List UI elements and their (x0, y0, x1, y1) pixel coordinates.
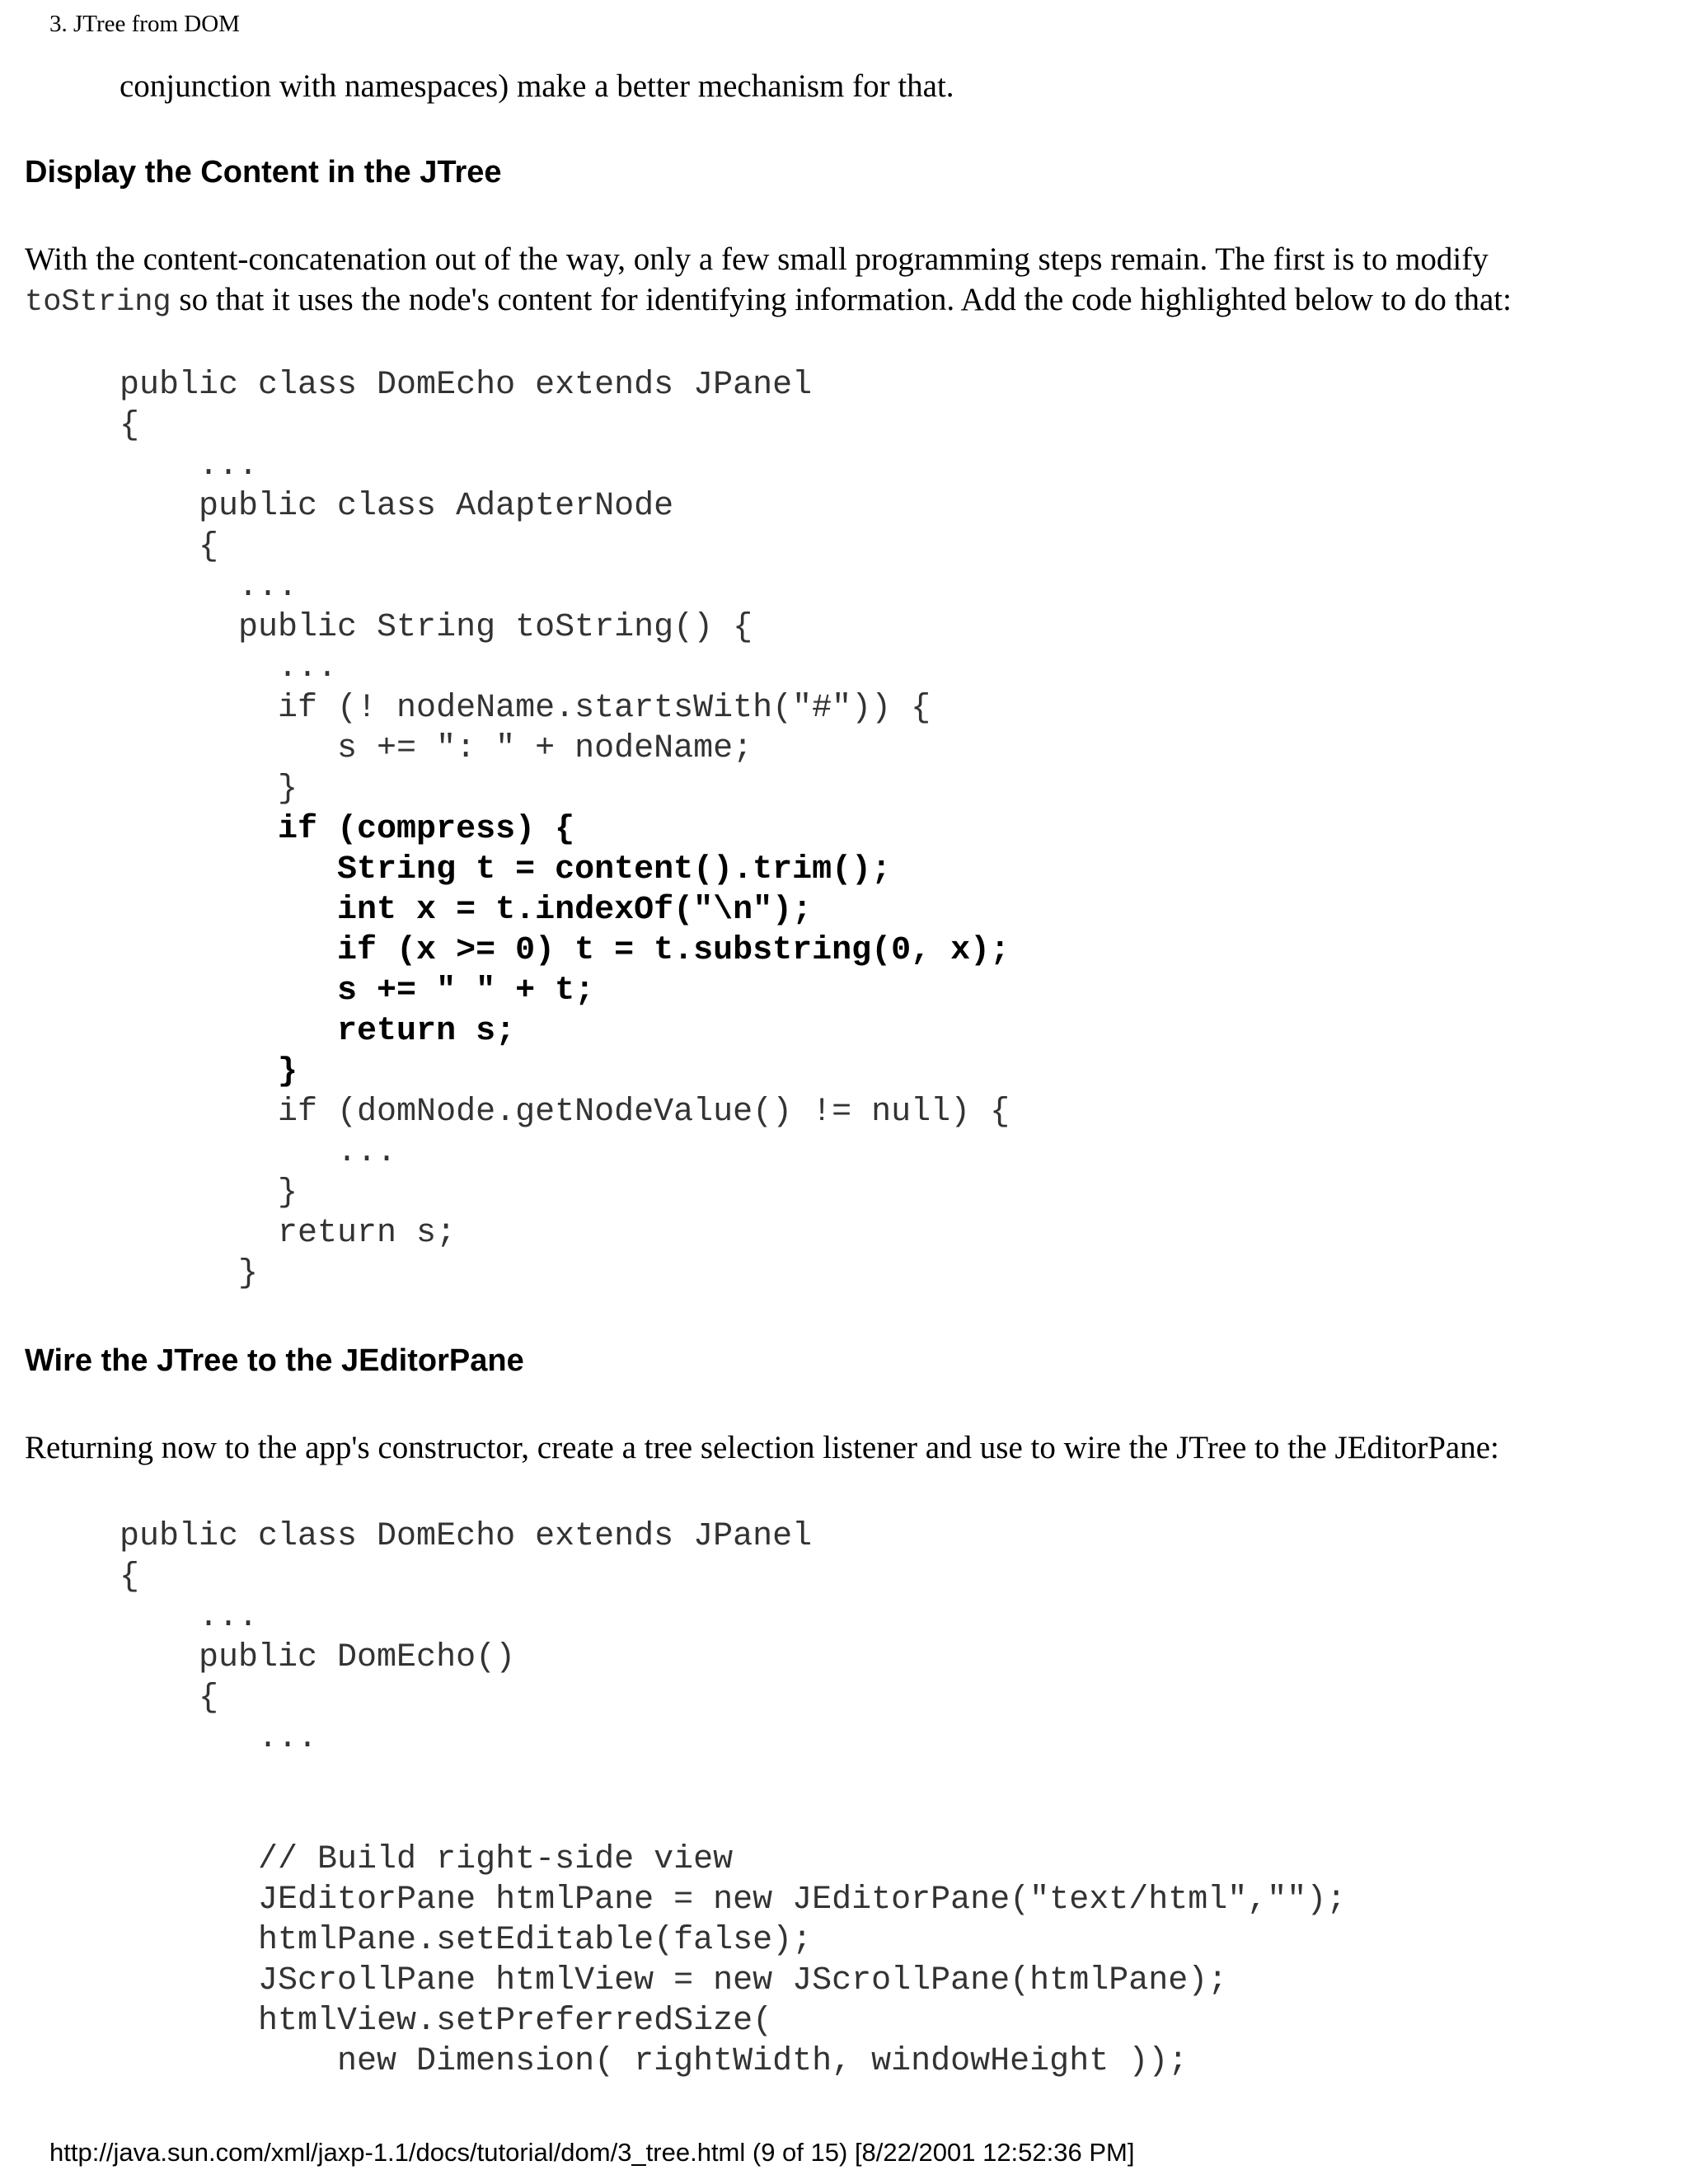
page-footer-url: http://java.sun.com/xml/jaxp-1.1/docs/tutorial/dom/3_tree.html (9 of 15) [8/22/2001 12:52:36 PM] (49, 2138, 1135, 2167)
code-line-highlighted: if (compress) { (120, 811, 575, 848)
code-line: { (120, 1680, 219, 1717)
code-line: new Dimension( rightWidth, windowHeight )); (120, 2043, 1189, 2080)
code-line: JEditorPane htmlPane = new JEditorPane("text/html",""); (120, 1882, 1347, 1919)
code-line-highlighted: s += " " + t; (120, 972, 595, 1010)
code-line: return s; (120, 1215, 457, 1252)
code-line: } (120, 1255, 259, 1292)
code-line: ... (120, 649, 338, 687)
section-heading-display-content: Display the Content in the JTree (25, 155, 502, 190)
code-line: public class DomEcho extends JPanel (120, 1518, 813, 1555)
section1-paragraph-line2 (25, 279, 1512, 323)
code-line (120, 1799, 1346, 1840)
code-block-adapter-node (120, 365, 1010, 1294)
code-line-highlighted: if (x >= 0) t = t.substring(0, x); (120, 932, 1010, 969)
code-line: } (120, 771, 298, 808)
page-header: 3. JTree from DOM (49, 11, 240, 37)
code-line: public class AdapterNode (120, 488, 674, 525)
intro-continuation: conjunction with namespaces) make a better mechanism for that. (120, 68, 954, 104)
code-line: JScrollPane htmlView = new JScrollPane(htmlPane); (120, 1962, 1228, 1999)
code-line: public String toString() { (120, 609, 753, 646)
code-line-highlighted: int x = t.indexOf("\n"); (120, 892, 813, 929)
code-line: if (! nodeName.startsWith("#")) { (120, 690, 931, 727)
code-line: ... (120, 448, 259, 485)
code-line: public DomEcho() (120, 1639, 516, 1676)
code-line: s += ": " + nodeName; (120, 730, 753, 767)
code-line: { (120, 1558, 140, 1596)
code-line-highlighted: return s; (120, 1013, 516, 1050)
section1-paragraph-line2-rest: so that it uses the node's content for identifying information. Add the code highlighted below to do that: (171, 282, 1512, 317)
section1-paragraph-line1: With the content-concatenation out of the way, only a few small programming steps remain. The first is to modify (25, 241, 1489, 277)
code-line-highlighted: } (120, 1053, 298, 1090)
code-line: htmlView.setPreferredSize( (120, 2003, 773, 2040)
section2-paragraph: Returning now to the app's constructor, create a tree selection listener and use to wire the JTree to the JEditorPane: (25, 1430, 1499, 1465)
code-line: htmlPane.setEditable(false); (120, 1922, 813, 1959)
code-line: ... (120, 569, 298, 606)
code-line: public class DomEcho extends JPanel (120, 367, 813, 404)
code-line: { (120, 528, 219, 565)
inline-code-tostring: toString (25, 285, 171, 320)
code-line: if (domNode.getNodeValue() != null) { (120, 1094, 1010, 1131)
code-line-highlighted: String t = content().trim(); (120, 851, 892, 888)
code-line (120, 1759, 1346, 1799)
code-line: } (120, 1174, 298, 1212)
code-block-domecho-constructor (120, 1516, 1346, 2082)
code-line: ... (120, 1720, 318, 1757)
code-line: ... (120, 1599, 259, 1636)
section-heading-wire-jtree: Wire the JTree to the JEditorPane (25, 1343, 524, 1378)
code-line: ... (120, 1134, 397, 1171)
code-line: // Build right-side view (120, 1841, 734, 1878)
section1-paragraph (25, 239, 1512, 323)
code-line: { (120, 407, 140, 444)
